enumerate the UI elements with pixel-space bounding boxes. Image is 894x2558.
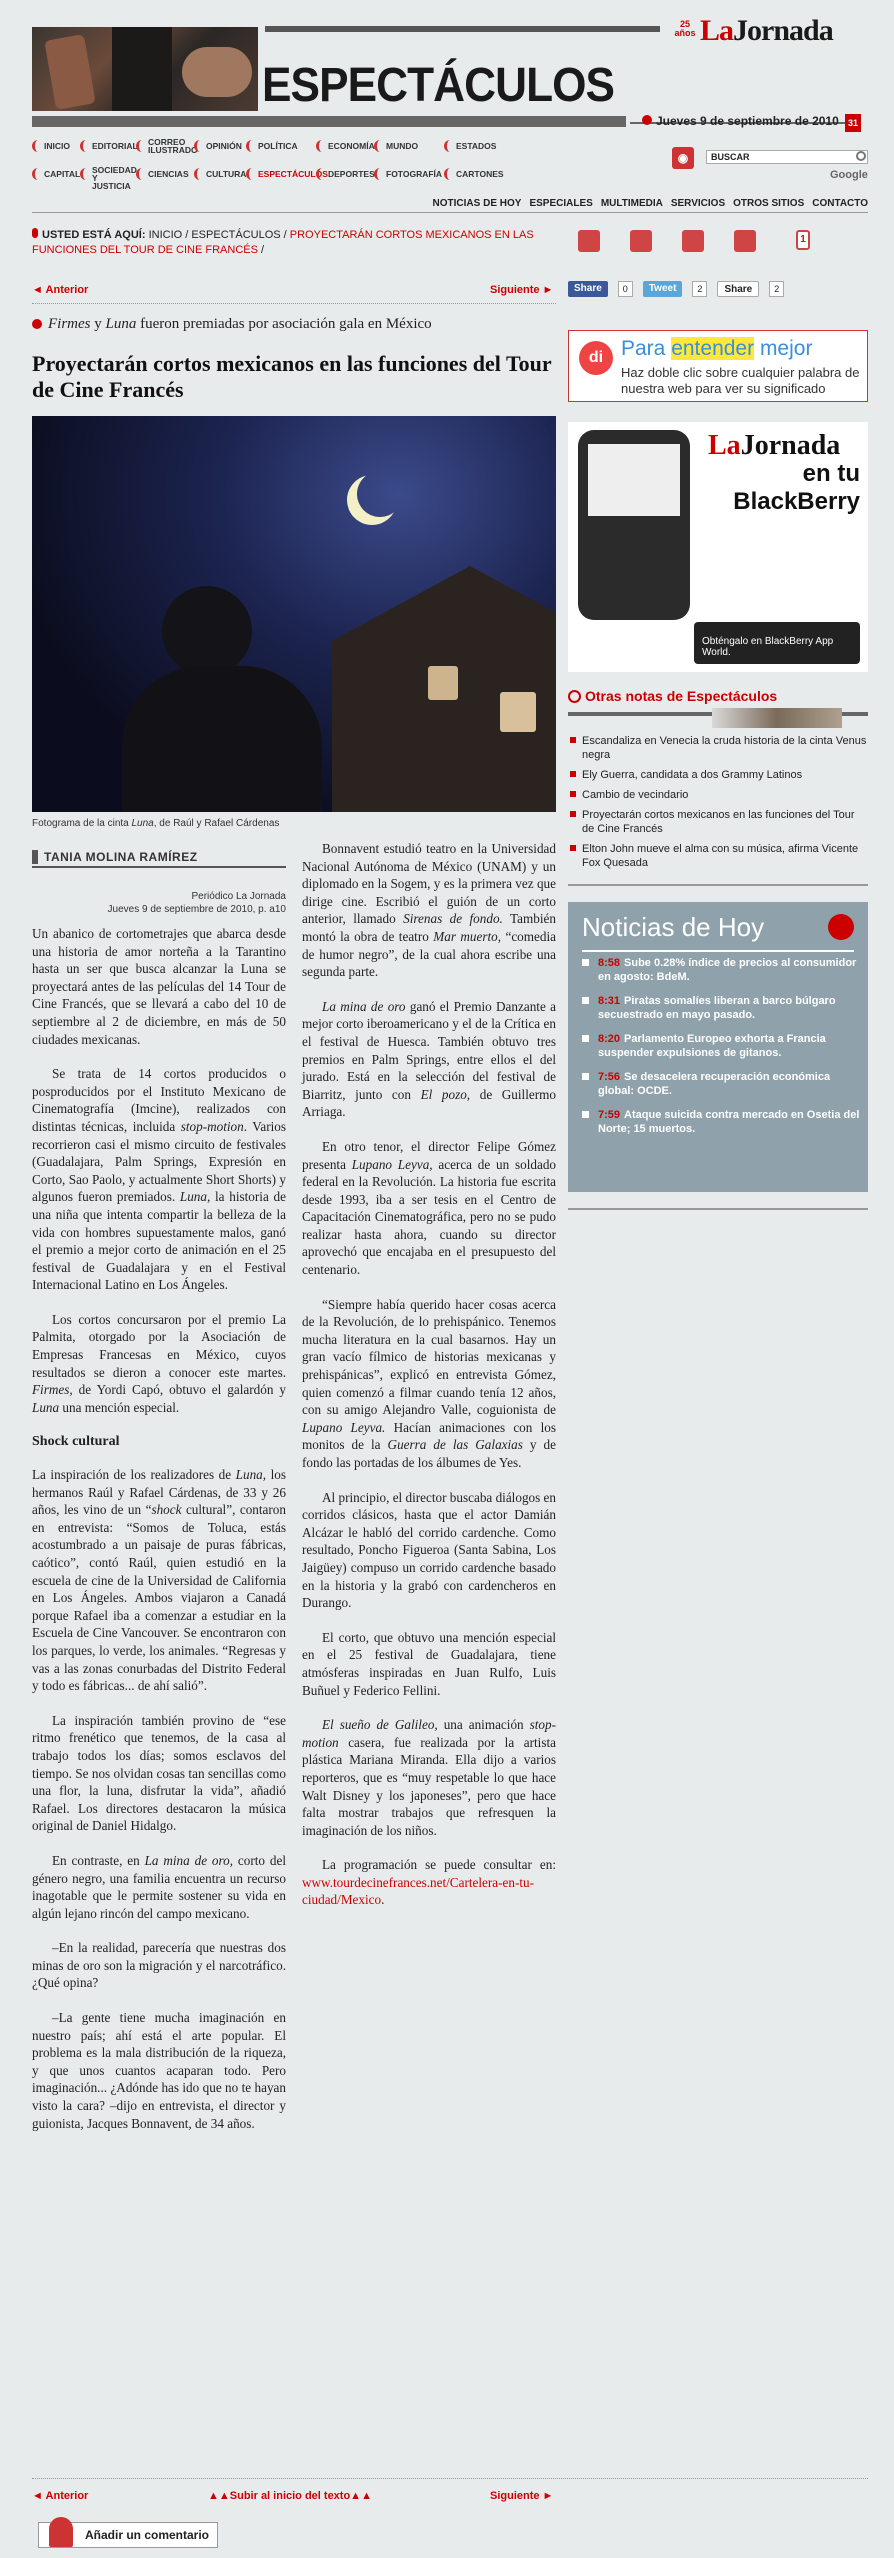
search-icon[interactable]: [856, 151, 866, 161]
share-button[interactable]: Share: [717, 281, 759, 297]
list-item[interactable]: 7:59 Ataque suicida contra mercado en Osetia del Norte; 15 muertos.: [582, 1108, 862, 1136]
prev-link-bottom[interactable]: ◄ Anterior: [32, 2490, 89, 2502]
page-number-icon[interactable]: 1: [796, 230, 810, 250]
site-logo[interactable]: LaJornada: [700, 14, 833, 47]
footer-divider: [32, 2478, 868, 2479]
phone-image: [578, 430, 690, 620]
list-item[interactable]: Escandaliza en Venecia la cruda historia de la cinta Venus negra: [568, 734, 868, 762]
nav-politica[interactable]: POLÍTICA: [246, 138, 298, 154]
topnav-especiales[interactable]: ESPECIALES: [529, 198, 593, 209]
otras-header-image: [712, 708, 842, 728]
dotted-divider: [32, 303, 556, 304]
add-comment-button[interactable]: Añadir un comentario: [38, 2522, 218, 2548]
nav-cultura[interactable]: CULTURA: [194, 166, 246, 182]
nav-espectaculos[interactable]: ESPECTÁCULOS: [246, 166, 328, 182]
list-item[interactable]: Elton John mueve el alma con su música, afirma Vicente Fox Quesada: [568, 842, 868, 870]
nav-correo-ilustrado[interactable]: CORREO ILUSTRADO: [136, 138, 192, 154]
list-item[interactable]: 7:56 Se desacelera recuperación económica global: OCDE.: [582, 1070, 862, 1098]
nav-editorial[interactable]: EDITORIAL: [80, 138, 138, 154]
breadcrumb-path[interactable]: INICIO / ESPECTÁCULOS /: [148, 229, 287, 241]
back-to-top-link[interactable]: ▲▲Subir al inicio del texto▲▲: [208, 2490, 372, 2502]
nav-deportes[interactable]: DEPORTES: [316, 166, 375, 182]
share-bar: [568, 281, 784, 297]
article-headline: Proyectarán cortos mexicanos en las funciones del Tour de Cine Francés: [32, 351, 552, 402]
diccionario-ad[interactable]: di Para entender mejor Haz doble clic sobre cualquier palabra de nuestra web para ver su significado: [568, 330, 868, 402]
breadcrumb: USTED ESTÁ AQUÍ: INICIO / ESPECTÁCULOS / PROYECTARÁN CORTOS MEXICANOS EN LAS FUNCIONES DEL TOUR DE CINE FRANCÉS /: [32, 229, 534, 256]
user-icon[interactable]: [682, 230, 704, 252]
current-date: Jueves 9 de septiembre de 2010: [656, 114, 839, 128]
article-photo: [32, 416, 556, 812]
nav-estados[interactable]: ESTADOS: [444, 138, 496, 154]
next-link-bottom[interactable]: Siguiente ►: [490, 2490, 554, 2502]
topnav-otros-sitios[interactable]: OTROS SITIOS: [733, 198, 805, 209]
topnav-servicios[interactable]: SERVICIOS: [670, 198, 726, 209]
kicker-bullet-icon: [32, 319, 42, 329]
list-item[interactable]: 8:20 Parlamento Europeo exhorta a Francia suspender expulsiones de gitanos.: [582, 1032, 862, 1060]
topnav-multimedia[interactable]: MULTIMEDIA: [600, 198, 663, 209]
otras-notas-list: [568, 734, 868, 876]
logo-anniversary: 25 años: [674, 19, 696, 38]
comment-user-icon: [49, 2517, 73, 2547]
article-kicker: Firmes y Luna fueron premiadas por asociación gala en México: [32, 316, 432, 333]
font-size-icon[interactable]: [734, 230, 756, 252]
blackberry-ad[interactable]: LaJornada en tu BlackBerry Obténgalo en BlackBerry App World.: [568, 422, 868, 672]
nav-capital[interactable]: CAPITAL: [32, 166, 80, 182]
noticias-title: Noticias de Hoy: [582, 912, 765, 942]
nav-inicio[interactable]: INICIO: [32, 138, 70, 154]
date-bullet-icon: [642, 115, 652, 125]
prev-link-top[interactable]: ◄ Anterior: [32, 284, 89, 296]
header-divider: [32, 116, 626, 127]
rss-icon[interactable]: ◉: [672, 147, 694, 169]
nav-mundo[interactable]: MUNDO: [374, 138, 418, 154]
article-tools: [578, 230, 810, 252]
sidebar-divider: [568, 884, 868, 886]
tweet-count: 2: [692, 281, 707, 297]
email-icon[interactable]: [630, 230, 652, 252]
print-icon[interactable]: [578, 230, 600, 252]
circle-arrow-icon: [568, 690, 581, 703]
location-pin-icon: [32, 228, 38, 238]
nav-cartones[interactable]: CARTONES: [444, 166, 504, 182]
topnav-divider: [32, 212, 868, 213]
article-subhead: Shock cultural: [32, 1434, 120, 1450]
breadcrumb-current: PROYECTARÁN CORTOS MEXICANOS EN LAS FUNCIONES DEL TOUR DE CINE FRANCÉS: [32, 229, 534, 256]
next-link-top[interactable]: Siguiente ►: [490, 284, 554, 296]
publication-info: Periódico La Jornada Jueves 9 de septiembre de 2010, p. a10: [107, 891, 286, 915]
cartelera-link[interactable]: www.tourdecinefrances.net/Cartelera-en-tu-ciudad/Mexico: [302, 1874, 535, 1908]
google-logo: Google: [830, 169, 868, 181]
tweet-button[interactable]: Tweet: [643, 281, 683, 297]
topnav-contacto[interactable]: CONTACTO: [812, 198, 868, 209]
nav-sociedad-justicia[interactable]: SOCIEDAD Y JUSTICIA: [80, 166, 134, 182]
sidebar-divider-2: [568, 1208, 868, 1210]
app-world-button[interactable]: Obténgalo en BlackBerry App World.: [694, 622, 860, 664]
list-item[interactable]: 8:58 Sube 0.28% índice de precios al consumidor en agosto: BdeM.: [582, 956, 862, 984]
topnav-noticias-de-hoy[interactable]: NOTICIAS DE HOY: [432, 198, 522, 209]
nav-fotografia[interactable]: FOTOGRAFÍA: [374, 166, 442, 182]
noticias-logo-icon: [828, 914, 854, 940]
list-item[interactable]: Ely Guerra, candidata a dos Grammy Latinos: [568, 768, 868, 782]
author-byline: TANIA MOLINA RAMÍREZ: [32, 850, 286, 868]
photo-caption: Fotograma de la cinta Luna, de Raúl y Rafael Cárdenas: [32, 818, 280, 829]
top-nav: [32, 198, 868, 209]
article-body-col2: Bonnavent estudió teatro en la Universidad Nacional Autónoma de México (UNAM) y un diplomado en la Sogem, y es la primera vez que dirige cine. Escribió el guión de un corto anterior, llamado Sirenas de fondo. También montó la obra de teatro Mar muerto, “comedia de humor negro”, de la cual ahora escribe una segunda parte. La mina de oro ganó el Premio Danzante a mejor corto iberoamericano y el de la Crítica en el festival de Huesca. También obtuvo tres premios en Palm Springs, entre ellos el del jurado. Está en la selección del festival de Biarritz, junto con El pozo, de Guillermo Arriaga. En otro tenor, el director Felipe Gómez presenta Lupano Leyva, acerca de un soldado federal en la Revolución. La historia fue escrita desde 1993, iba a ser tesis en el Centro de Capacitación Cinematográfica, pero no se pudo realizar hasta ahora, cuando su director aprovechó que encajaba en el presupuesto del centenario. “Siempre había querido hacer cosas acerca de la Revolución, de lo prehispánico. Tenemos mucha literatura en la cual basarnos. Hay un gran vacío fílmico de historias mexicanas y prehispánicas”, explicó en entrevista Gómez, quien comenzó a filmar cuando tenía 12 años, con su amigo Alejandro Valle, coguionista de Lupano Leyva. Hacían animaciones con los monitos de la Guerra de las Galaxias y de fondo las portadas de los álbumes de Yes. Al principio, el director buscaba diálogos en corridos clásicos, hasta que el actor Damián Alcázar le habló del corrido cardenche. Como resultado, Poncho Figueroa (Santa Sabina, Los Jaigüey) compuso un corrido cardenche basado en la historia y la grabó con cardencheros en Durango. El corto, que obtuvo una mención especial en el 25 festival de Guadalajara, tiene atmósferas inspiradas en Juan Rulfo, Luis Buñuel y Federico Fellini. El sueño de Galileo, una animación stop-motion casera, fue realizada por la artista plástica Mariana Miranda. Ella dijo a varios reporteros, que es “muy respetable lo que hace Walt Disney y los japoneses”, pero que hace falta mostrar trabajos que refresquen la imaginación de los niños. La programación se puede consultar en: www.tourdecinefrances.net/Cartelera-en-tu-ciudad/Mexico.: [302, 841, 557, 1908]
search-input[interactable]: BUSCAR: [706, 150, 868, 164]
share-count: 2: [769, 281, 784, 297]
otras-notas-title: Otras notas de Espectáculos: [568, 688, 777, 704]
list-item[interactable]: Proyectarán cortos mexicanos en las funciones del Tour de Cine Francés: [568, 808, 868, 836]
nav-opinion[interactable]: OPINIÓN: [194, 138, 242, 154]
list-item[interactable]: Cambio de vecindario: [568, 788, 868, 802]
facebook-share-button[interactable]: Share: [568, 281, 608, 297]
section-title: ESPECTÁCULOS: [262, 59, 615, 112]
di-logo-icon: di: [579, 341, 613, 375]
nav-ciencias[interactable]: CIENCIAS: [136, 166, 189, 182]
noticias-de-hoy-box: [568, 902, 868, 1192]
calendar-icon[interactable]: 31: [845, 114, 861, 132]
nav-economia[interactable]: ECONOMÍA: [316, 138, 375, 154]
list-item[interactable]: 8:31 Piratas somalíes liberan a barco búlgaro secuestrado en mayo pasado.: [582, 994, 862, 1022]
article-body-col1: Un abanico de cortometrajes que abarca desde una historia de amor norteña a la Tarantino hasta un ser que busca alcanzar la Luna se proyectará antes de las películas del 14 Tour de Cine Francés, que se llevará a cabo del 10 de septiembre al 2 de diciembre, en más de 50 ciudades mexicanas. Se trata de 14 cortos producidos o posproducidos por el Instituto Mexicano de Cinematografía (Imcine), realizados con distintas técnicas, incluida stop-motion. Varios recorrieron casi el mismo circuito de festivales (Guadalajara, Palm Springs, Expresión en Corto, Sao Paolo, y actualmente Short Shorts) y algunos fueron premiados. Luna, la historia de una niña que intenta compartir la belleza de la vida con hombres supuestamente malos, ganó el premio a mejor corto de animación en el 25 festival de Guadalajara y en el Festival Internacional Latino en Los Ángeles. Los cortos concursaron por el premio La Palmita, otorgado por la Asociación de Empresas Francesas en México, cuyos resultados se dieron a conocer este martes. Firmes, de Yordi Capó, obtuvo el galardón y Luna una mención especial. Shock cultural La inspiración de los realizadores de Luna, los hermanos Raúl y Rafael Cárdenas, de 33 y 26 años, les vino de un “shock cultural”, contaron en entrevista: “Somos de Toluca, estás acostumbrado a un paisaje de puras fábricas, caótico”, contó Raúl, quien estudió en la escuela de cine de la Universidad de California en Los Ángeles. Ambos viajaron a Canadá porque Rafael iba a comenzar a estudiar en la Escuela de Cine Vancouver. Se encontraron con los parques, lo verde, los animales. “Regresas y vas a las zonas conurbadas del Distrito Federal y todo es fábricas... de ahí salió”. La inspiración también provino de “ese ritmo frenético que tenemos, de la casa al trabajo todos los días; somos esclavos del tiempo. Se nos olvidan cosas tan sencillas como una flor, la luna, disfrutar la vida”, añadió Rafael. Los directores destacaron la música original de Daniel Hidalgo. En contraste, en La mina de oro, corto del género negro, una familia encuentra un recurso inagotable que le permite sostener su vida en algún lejano rincón del campo mexicano. –En la realidad, parecería que nuestras dos minas de oro son la migración y el narcotráfico. ¿Qué opina? –La gente tiene mucha imaginación en nuestro país; ahí está el arte popular. El problema es la mala distribución de la riqueza, y que unos cuantos acaparan todo. Pero imaginación... ¿Adónde has ido que no te hayan visto la cara? –dijo en entrevista, el director y guionista, Jacques Bonnavent, de 34 años.: [32, 926, 286, 2131]
facebook-share-count: 0: [618, 281, 633, 297]
header-top-bar: [265, 26, 660, 32]
header-banner-image: [32, 27, 258, 111]
